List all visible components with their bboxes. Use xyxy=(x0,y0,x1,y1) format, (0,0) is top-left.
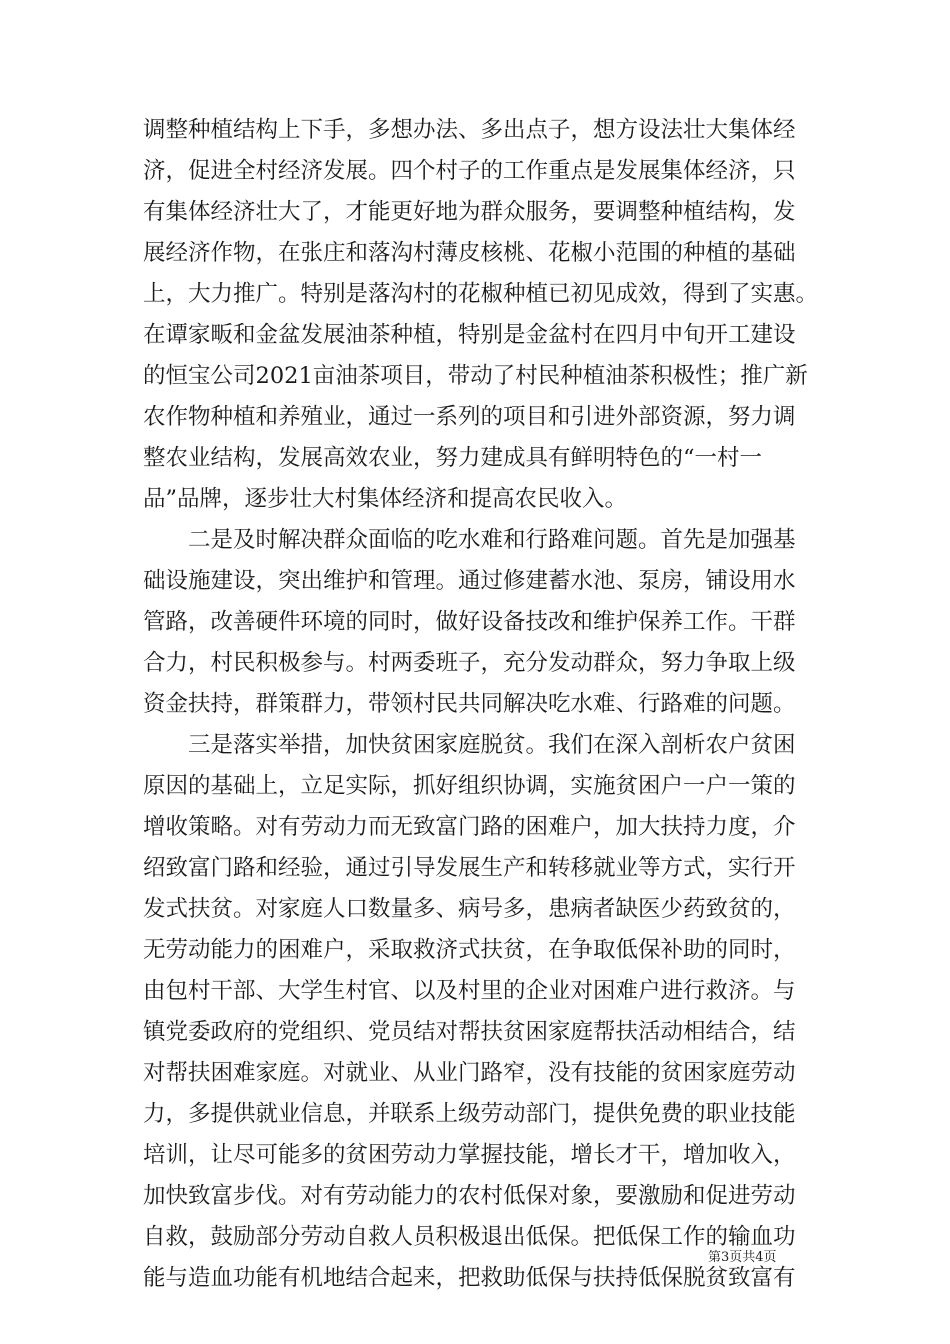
paragraph-first-line: 三是落实举措，加快贫困家庭脱贫。我们在深入剖析农户贫困 xyxy=(188,732,796,758)
text-line: 管路，改善硬件环境的同时，做好设备技改和维护保养工作。干群 xyxy=(143,609,796,635)
text-line: 绍致富门路和经验，通过引导发展生产和转移就业等方式，实行开 xyxy=(143,855,796,881)
text-line: 对帮扶困难家庭。对就业、从业门路窄，没有技能的贫困家庭劳动 xyxy=(143,1060,796,1086)
text-line: 培训，让尽可能多的贫困劳动力掌握技能，增长才干，增加收入， xyxy=(143,1142,796,1168)
text-line: 调整种植结构上下手，多想办法、多出点子，想方设法壮大集体经 xyxy=(143,117,796,143)
text-line: 础设施建设，突出维护和管理。通过修建蓄水池、泵房，铺设用水 xyxy=(143,568,796,594)
text-line: 品”品牌，逐步壮大村集体经济和提高农民收入。 xyxy=(143,486,628,512)
text-line: 原因的基础上，立足实际，抓好组织协调，实施贫困户一户一策的 xyxy=(143,773,796,799)
text-line: 增收策略。对有劳动力而无致富门路的困难户，加大扶持力度，介 xyxy=(143,814,796,840)
text-line: 上，大力推广。特别是落沟村的花椒种植已初见成效，得到了实惠。 xyxy=(143,281,819,307)
text-line: 无劳动能力的困难户，采取救济式扶贫，在争取低保补助的同时， xyxy=(143,937,796,963)
text-line: 有集体经济壮大了，才能更好地为群众服务，要调整种植结构，发 xyxy=(143,199,796,225)
text-line: 能与造血功能有机地结合起来，把救助低保与扶持低保脱贫致富有 xyxy=(143,1265,796,1291)
text-line: 在谭家畈和金盆发展油茶种植，特别是金盆村在四月中旬开工建设 xyxy=(143,322,796,348)
text-line: 自救，鼓励部分劳动自救人员积极退出低保。把低保工作的输血功 xyxy=(143,1224,796,1250)
text-line: 力，多提供就业信息，并联系上级劳动部门，提供免费的职业技能 xyxy=(143,1101,796,1127)
text-line: 整农业结构，发展高效农业，努力建成具有鲜明特色的“一村一 xyxy=(143,445,763,471)
text-line: 的恒宝公司2021亩油茶项目，带动了村民种植油茶积极性；推广新 xyxy=(143,363,808,389)
text-line: 合力，村民积极参与。村两委班子，充分发动群众，努力争取上级 xyxy=(143,650,796,676)
text-line: 济，促进全村经济发展。四个村子的工作重点是发展集体经济，只 xyxy=(143,158,796,184)
page-number: 第3页共4页 xyxy=(708,1250,777,1265)
text-line: 加快致富步伐。对有劳动能力的农村低保对象，要激励和促进劳动 xyxy=(143,1183,796,1209)
text-line: 镇党委政府的党组织、党员结对帮扶贫困家庭帮扶活动相结合，结 xyxy=(143,1019,796,1045)
text-line: 资金扶持，群策群力，带领村民共同解决吃水难、行路难的问题。 xyxy=(143,691,796,717)
paragraph-first-line: 二是及时解决群众面临的吃水难和行路难问题。首先是加强基 xyxy=(188,527,796,553)
text-line: 展经济作物，在张庄和落沟村薄皮核桃、花椒小范围的种植的基础 xyxy=(143,240,796,266)
text-line: 由包村干部、大学生村官、以及村里的企业对困难户进行救济。与 xyxy=(143,978,796,1004)
text-line: 发式扶贫。对家庭人口数量多、病号多，患病者缺医少药致贫的， xyxy=(143,896,796,922)
text-line: 农作物种植和养殖业，通过一系列的项目和引进外部资源，努力调 xyxy=(143,404,796,430)
